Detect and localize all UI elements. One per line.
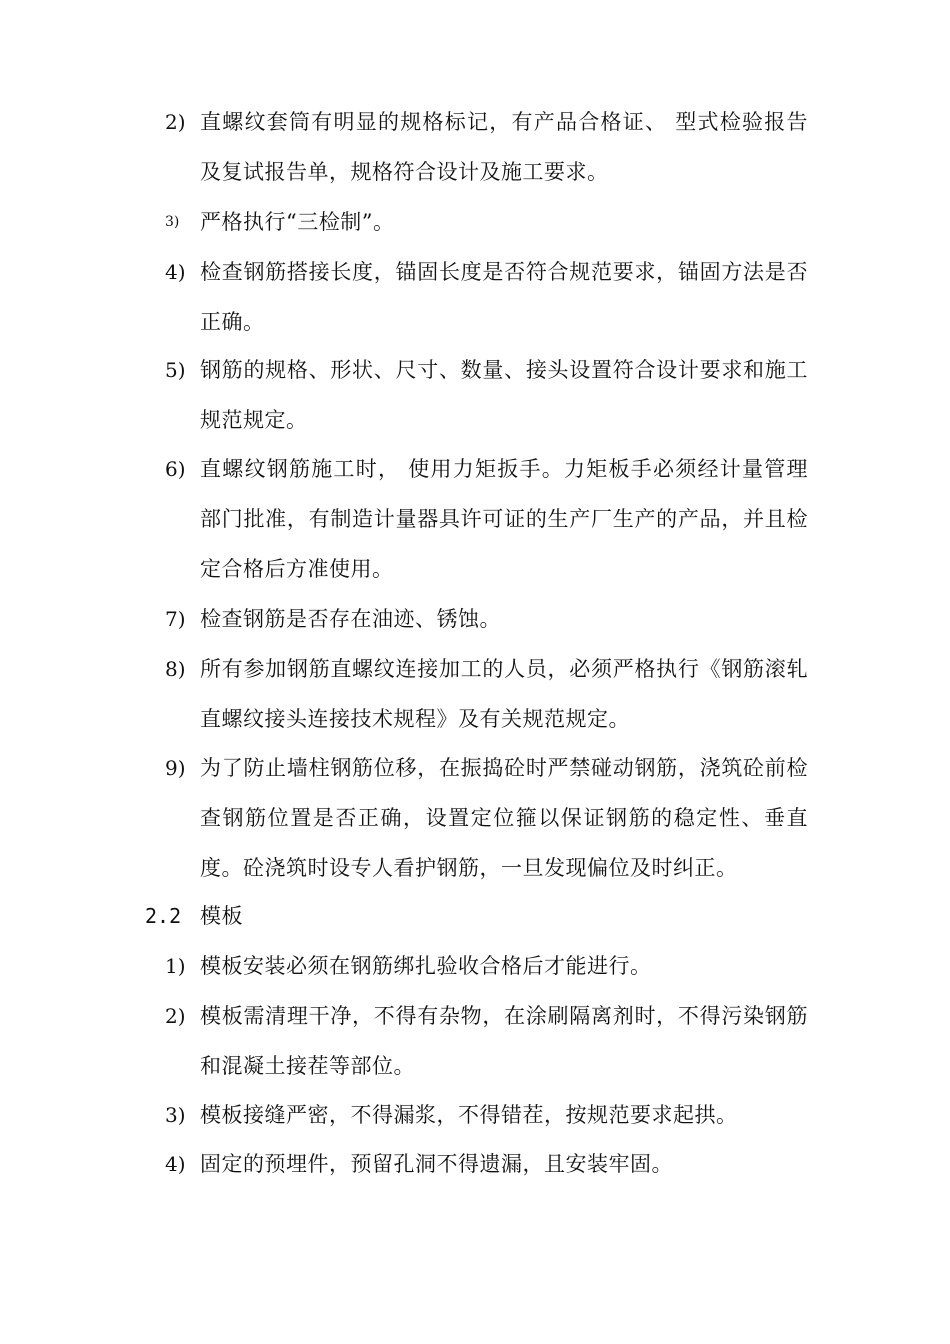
item-text: 所有参加钢筋直螺纹连接加工的人员，必须严格执行《钢筋滚轧直螺纹接头连接技术规程》及有关规范规定。 xyxy=(200,657,808,731)
item-text: 直螺纹套筒有明显的规格标记，有产品合格证、 型式检验报告及复试报告单，规格符合设计及施工要求。 xyxy=(200,110,808,184)
item-text: 模板接缝严密，不得漏浆，不得错茬，按规范要求起拱。 xyxy=(200,1103,738,1127)
item-number: 9) xyxy=(165,756,186,780)
item-text: 严格执行“三检制”。 xyxy=(200,210,395,234)
item-number: 8) xyxy=(165,657,186,681)
item-number: 2) xyxy=(165,1004,186,1028)
item-number: 3) xyxy=(165,1103,186,1127)
section-title: 模板 xyxy=(200,904,243,928)
item-number: 3) xyxy=(165,214,180,230)
item-number: 4) xyxy=(165,260,186,284)
section-number: 2.2 xyxy=(145,904,182,928)
item-text: 检查钢筋是否存在油迹、锈蚀。 xyxy=(200,607,501,631)
item-text: 模板需清理干净，不得有杂物，在涂刷隔离剂时，不得污染钢筋和混凝土接茬等部位。 xyxy=(200,1004,808,1078)
item-text: 为了防止墙柱钢筋位移，在振捣砼时严禁碰动钢筋，浇筑砼前检查钢筋位置是否正确，设置定位箍以保证钢筋的稳定性、垂直度。砼浇筑时设专人看护钢筋，一旦发现偏位及时纠正。 xyxy=(200,756,808,880)
item-number: 7) xyxy=(165,607,186,631)
item-number: 5) xyxy=(165,358,186,382)
item-number: 1) xyxy=(165,954,186,978)
item-text: 固定的预埋件，预留孔洞不得遗漏，且安装牢固。 xyxy=(200,1152,673,1176)
item-number: 2) xyxy=(165,110,186,134)
item-text: 钢筋的规格、形状、尺寸、数量、接头设置符合设计要求和施工规范规定。 xyxy=(200,358,808,432)
item-number: 6) xyxy=(165,457,186,481)
item-text: 模板安装必须在钢筋绑扎验收合格后才能进行。 xyxy=(200,954,652,978)
item-number: 4) xyxy=(165,1152,186,1176)
item-text: 直螺纹钢筋施工时， 使用力矩扳手。力矩板手必须经计量管理部门批准，有制造计量器具许可证的生产厂生产的产品，并且检定合格后方准使用。 xyxy=(200,457,808,581)
item-text: 检查钢筋搭接长度，锚固长度是否符合规范要求，锚固方法是否正确。 xyxy=(200,260,808,334)
